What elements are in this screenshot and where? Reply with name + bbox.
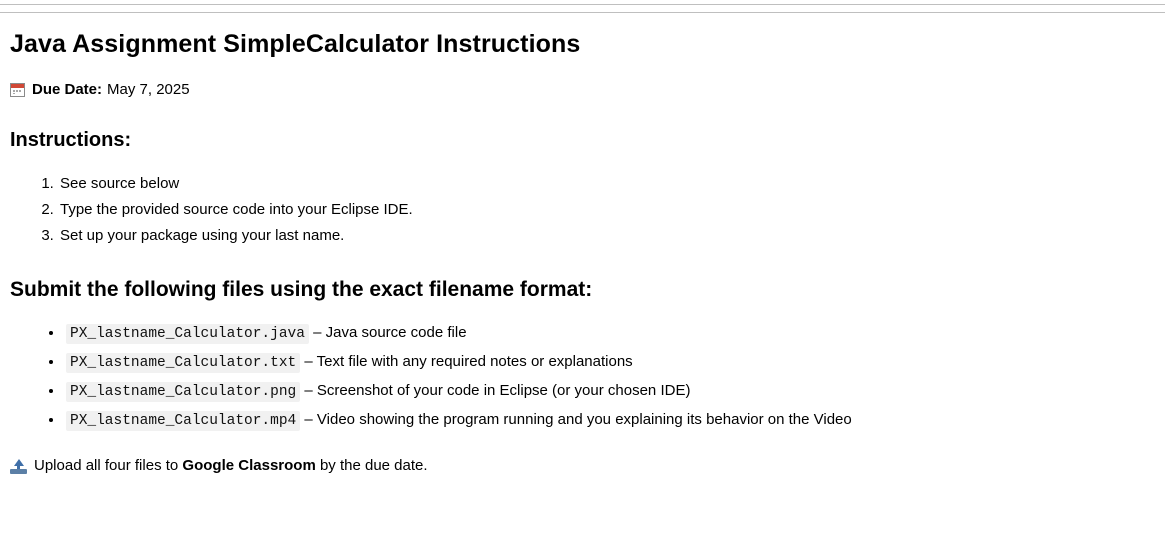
instructions-heading: Instructions: [10,129,132,151]
file-description: – Text file with any required notes or explanations [304,353,633,370]
list-item: 3. Set up your package using your last name. [58,223,1150,249]
filename-code: PX_lastname_Calculator.java [66,324,309,344]
list-item [64,377,1150,406]
due-date-value: May 7, 2025 [107,81,190,98]
page-title: Java Assignment SimpleCalculator Instructions [10,30,581,58]
list-item: 1. See source below [58,171,1150,197]
instructions-list [10,171,1150,249]
list-item [64,319,1150,348]
filename-code: PX_lastname_Calculator.png [66,382,300,402]
header-divider-bottom [0,12,1165,13]
document-content [10,28,1150,476]
header-divider-group [0,0,1165,13]
header-divider-top [0,4,1165,5]
list-item [64,406,1150,435]
upload-text-after: by the due date. [319,457,428,474]
upload-text-before: Upload all four files to [34,457,179,474]
due-date-line [10,80,1150,100]
file-description: – Screenshot of your code in Eclipse (or your chosen IDE) [304,382,691,399]
list-item: 2. Type the provided source code into your Eclipse IDE. [58,197,1150,223]
submit-file-list [10,319,1150,435]
filename-code: PX_lastname_Calculator.txt [66,353,300,373]
upload-instruction-line [10,456,1150,476]
filename-code: PX_lastname_Calculator.mp4 [66,411,300,431]
file-description: – Java source code file [313,324,467,341]
upload-icon [10,459,27,474]
calendar-icon [10,83,25,97]
due-date-label: Due Date: [32,81,103,98]
submit-heading: Submit the following files using the exact filename format: [10,278,593,301]
file-description: – Video showing the program running and you explaining its behavior on the Video [304,411,852,428]
upload-destination: Google Classroom [182,457,316,474]
list-item [64,348,1150,377]
